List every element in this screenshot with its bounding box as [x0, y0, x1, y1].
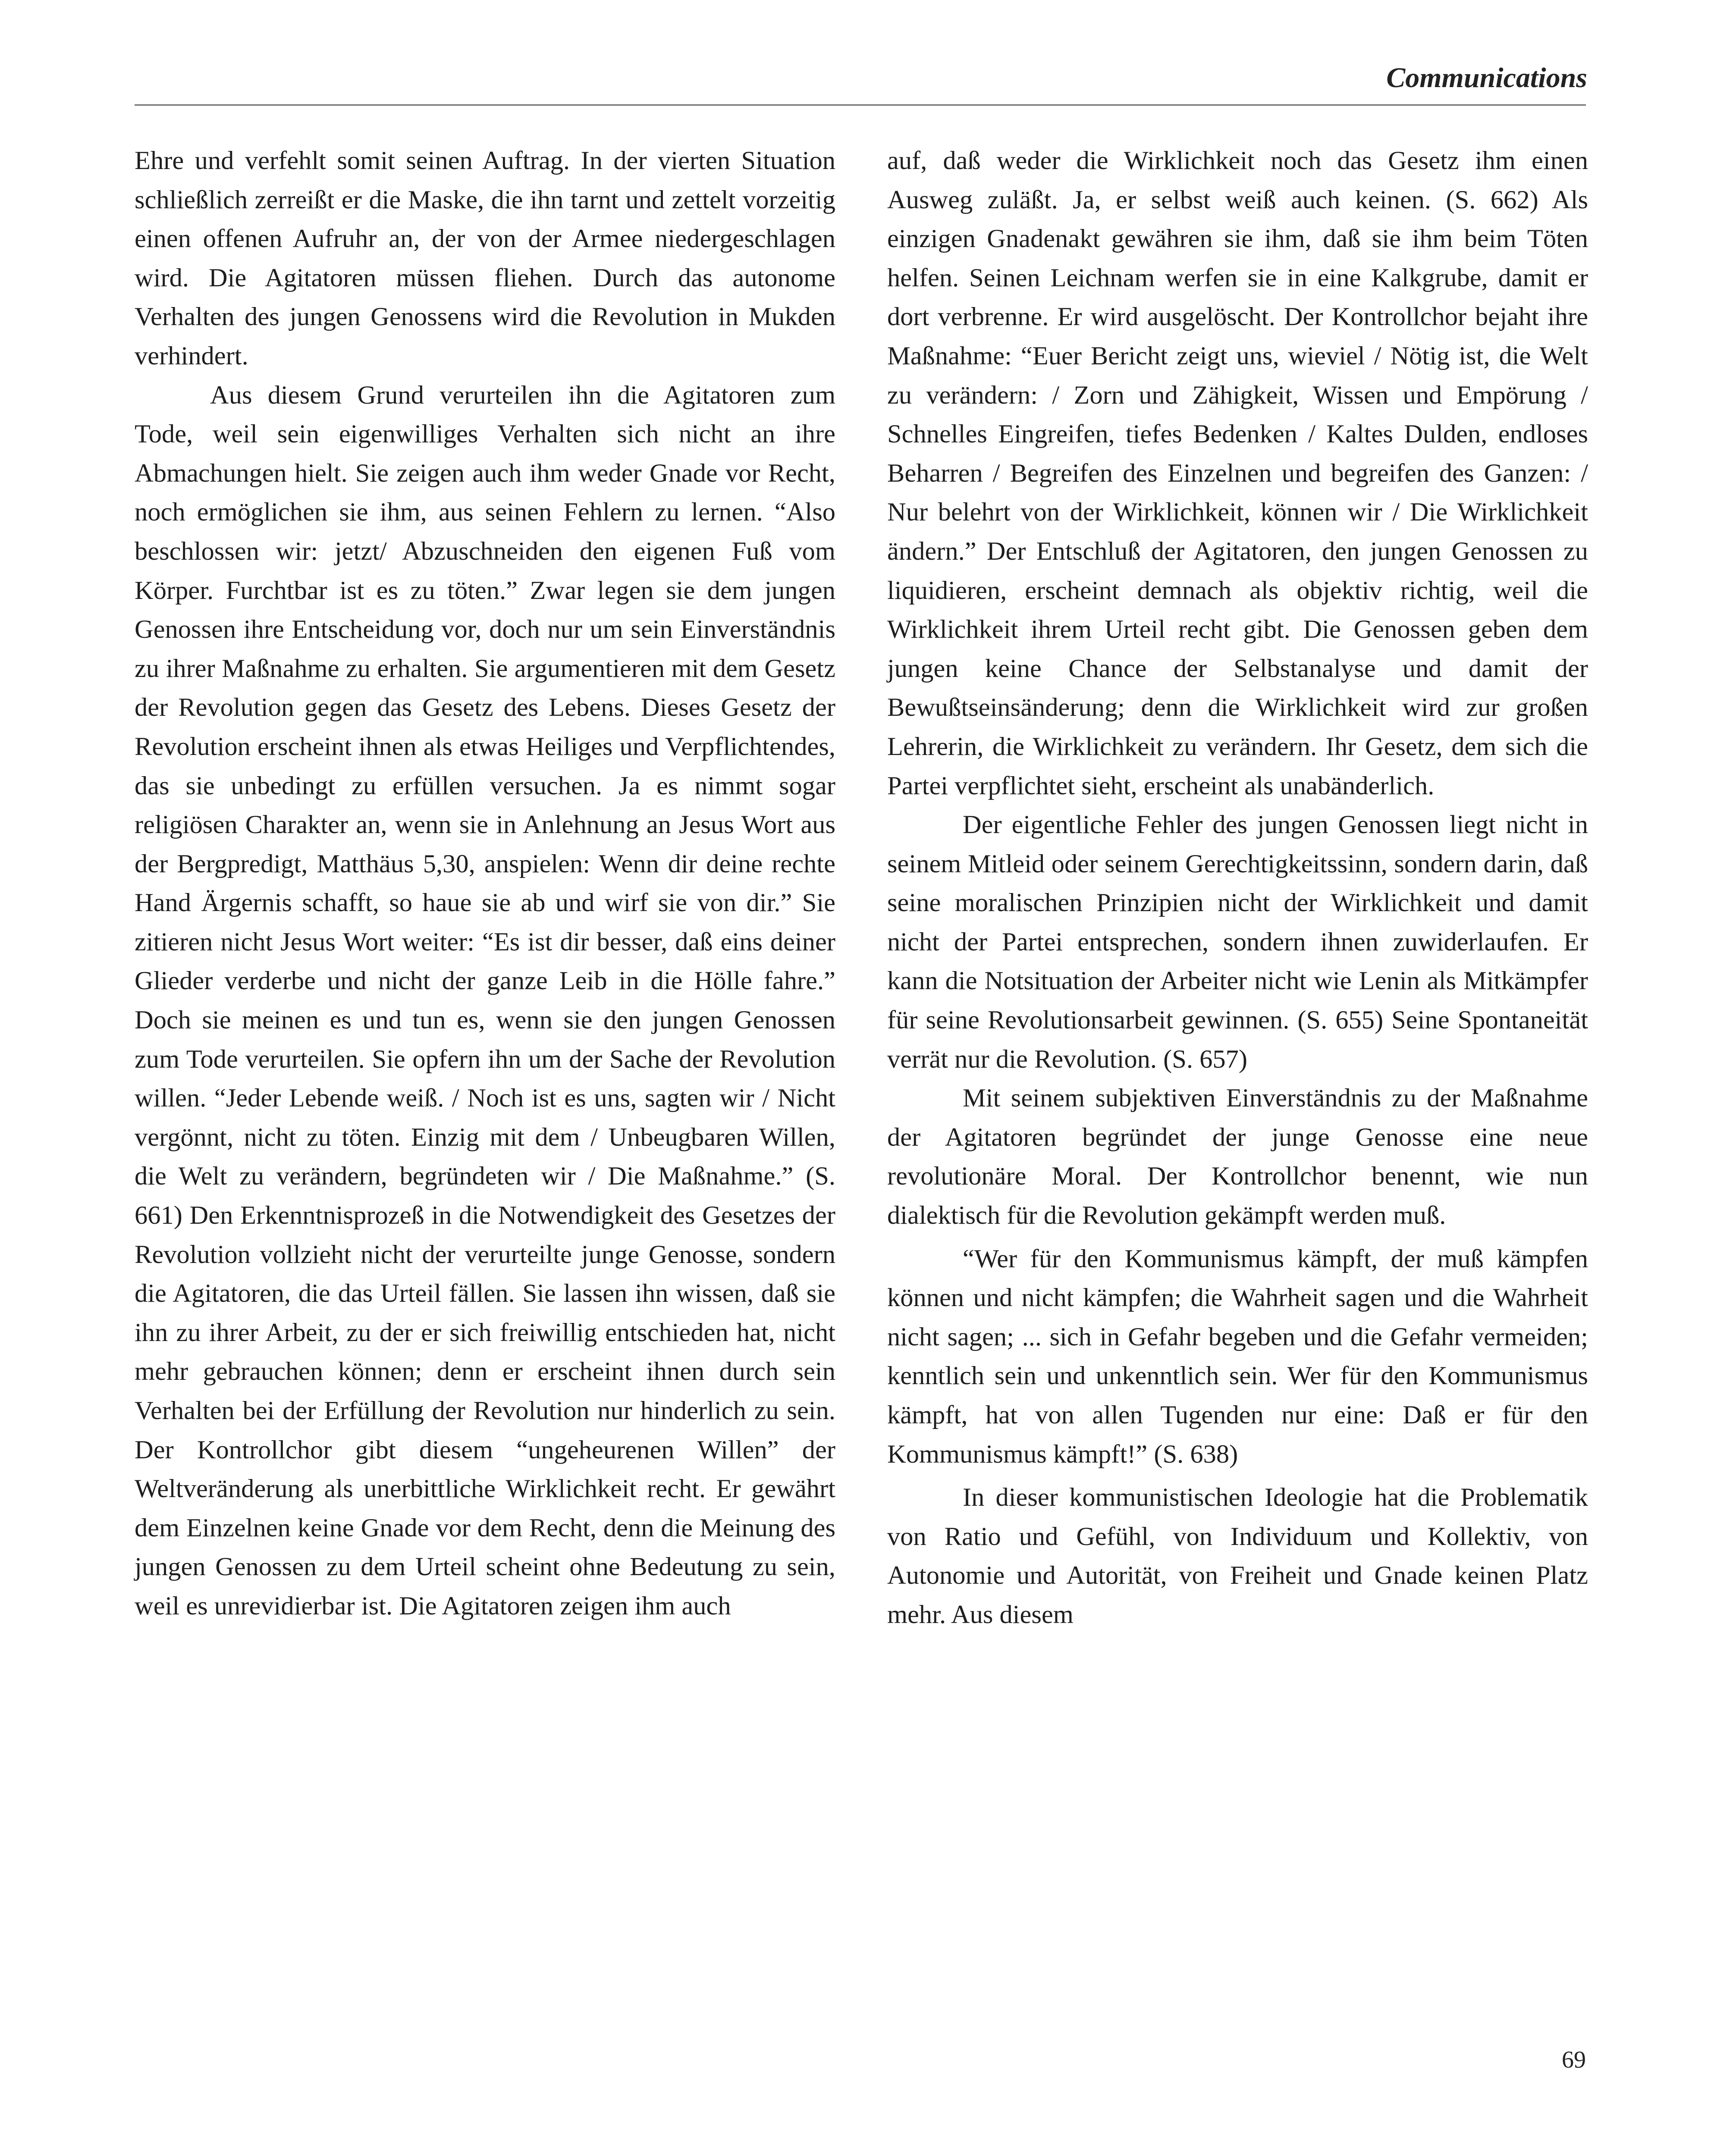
right-column	[887, 141, 1588, 1635]
page-number: 69	[1562, 2046, 1586, 2073]
body-paragraph: Ehre und verfehlt somit seinen Auftrag. In der vierten Situation schließlich zerreißt er die Maske, die ihn tarnt und zettelt vorzeitig einen offenen Aufruhr an, der von der Armee niedergeschlagen wird. Die Agitatoren müssen fliehen. Durch das autonome Verhalten des jungen Genossens wird die Revolution in Mukden verhindert.	[135, 146, 835, 370]
header-rule	[135, 104, 1586, 106]
body-paragraph: Aus diesem Grund verurteilen ihn die Agitatoren zum Tode, weil sein eigenwilliges Verhalten sich nicht an ihre Abmachungen hielt. Sie zeigen auch ihm weder Gnade vor Recht, noch ermöglichen sie ihm, aus seinen Fehlern zu lernen. “Also beschlossen wir: jetzt/ Abzuschneiden den eigenen Fuß vom Körper. Furchtbar ist es zu töten.” Zwar legen sie dem jungen Genossen ihre Entscheidung vor, doch nur um sein Einverständnis zu ihrer Maßnahme zu erhalten. Sie argumentieren mit dem Gesetz der Revolution gegen das Gesetz des Lebens. Dieses Gesetz der Revolution erscheint ihnen als etwas Heiliges und Verpflichtendes, das sie unbedingt zu erfüllen versuchen. Ja es nimmt sogar religiösen Charakter an, wenn sie in Anlehnung an Jesus Wort aus der Bergpredigt, Matthäus 5,30, anspielen: Wenn dir deine rechte Hand Ärgernis schafft, so haue sie ab und wirf sie von dir.” Sie zitieren nicht Jesus Wort weiter: “Es ist dir besser, daß eins deiner Glieder verderbe und nicht der ganze Leib in die Hölle fahre.” Doch sie meinen es und tun es, wenn sie den jungen Genossen zum Tode verurteilen. Sie opfern ihn um der Sache der Revolution willen. “Jeder Lebende weiß. / Noch ist es uns, sagten wir / Nicht vergönnt, nicht zu töten. Einzig mit dem / Unbeugbaren Willen, die Welt zu verändern, begründeten wir / Die Maßnahme.” (S. 661) Den Erkenntnisprozeß in die Notwendigkeit des Gesetzes der Revolution vollzieht nicht der verurteilte junge Genosse, sondern die Agitatoren, die das Urteil fällen. Sie lassen ihn wissen, daß sie ihn zu ihrer Arbeit, zu der er sich freiwillig entschieden hat, nicht mehr gebrauchen können; denn er erscheint ihnen durch sein Verhalten bei der Erfüllung der Revolution nur hinderlich zu sein. Der Kontrollchor gibt diesem “ungeheurenen Willen” der Weltveränderung als unerbittliche Wirklichkeit recht. Er gewährt dem Einzelnen keine Gnade vor dem Recht, denn die Meinung des jungen Genossen zu dem Urteil scheint ohne Bedeutung zu sein, weil es unrevidierbar ist. Die Agitatoren zeigen ihm auch	[135, 380, 835, 1620]
running-title: Communications	[1386, 62, 1587, 94]
body-paragraph: Der eigentliche Fehler des jungen Genossen liegt nicht in seinem Mitleid oder seinem Gerechtigkeitssinn, sondern darin, daß seine moralischen Prinzipien nicht der Wirklichkeit und damit nicht der Partei entsprechen, sondern ihnen zuwiderlaufen. Er kann die Notsituation der Arbeiter nicht wie Lenin als Mitkämpfer für seine Revolutionsarbeit gewinnen. (S. 655) Seine Spontaneität verrät nur die Revolution. (S. 657)	[887, 810, 1588, 1074]
left-column	[135, 141, 835, 1626]
body-paragraph: auf, daß weder die Wirklichkeit noch das Gesetz ihm einen Ausweg zuläßt. Ja, er selbst weiß auch keinen. (S. 662) Als einzigen Gnadenakt gewähren sie ihm, daß sie ihm beim Töten helfen. Seinen Leichnam werfen sie in eine Kalkgrube, damit er dort verbrenne. Er wird ausgelöscht. Der Kontrollchor bejaht ihre Maßnahme: “Euer Bericht zeigt uns, wieviel / Nötig ist, die Welt zu verändern: / Zorn und Zähigkeit, Wissen und Empörung / Schnelles Eingreifen, tiefes Bedenken / Kaltes Dulden, endloses Beharren / Begreifen des Einzelnen und begreifen des Ganzen: / Nur belehrt von der Wirklichkeit, können wir / Die Wirklichkeit ändern.” Der Entschluß der Agitatoren, den jungen Genossen zu liquidieren, erscheint demnach als objektiv richtig, weil die Wirklichkeit ihrem Urteil recht gibt. Die Genossen geben dem jungen keine Chance der Selbstanalyse und damit der Bewußtseinsänderung; denn die Wirklichkeit wird zur großen Lehrerin, die Wirklichkeit zu verändern. Ihr Gesetz, dem sich die Partei verpflichtet sieht, erscheint als unabänderlich.	[887, 146, 1588, 800]
body-paragraph: In dieser kommunistischen Ideologie hat die Problematik von Ratio und Gefühl, von Individuum und Kollektiv, von Autonomie und Autorität, von Freiheit und Gnade keinen Platz mehr. Aus diesem	[887, 1483, 1588, 1629]
body-paragraph: Mit seinem subjektiven Einverständnis zu der Maßnahme der Agitatoren begründet der junge Genosse eine neue revolutionäre Moral. Der Kontrollchor benennt, wie nun dialektisch für die Revolution gekämpft werden muß.	[887, 1084, 1588, 1230]
block-quote: “Wer für den Kommunismus kämpft, der muß kämpfen können und nicht kämpfen; die Wahrheit sagen und die Wahrheit nicht sagen; ... sich in Gefahr begeben und die Gefahr vermeiden; kenntlich sein und unkenntlich sein. Wer für den Kommunismus kämpft, hat von allen Tugenden nur eine: Daß er für den Kommunismus kämpft!” (S. 638)	[887, 1244, 1588, 1469]
